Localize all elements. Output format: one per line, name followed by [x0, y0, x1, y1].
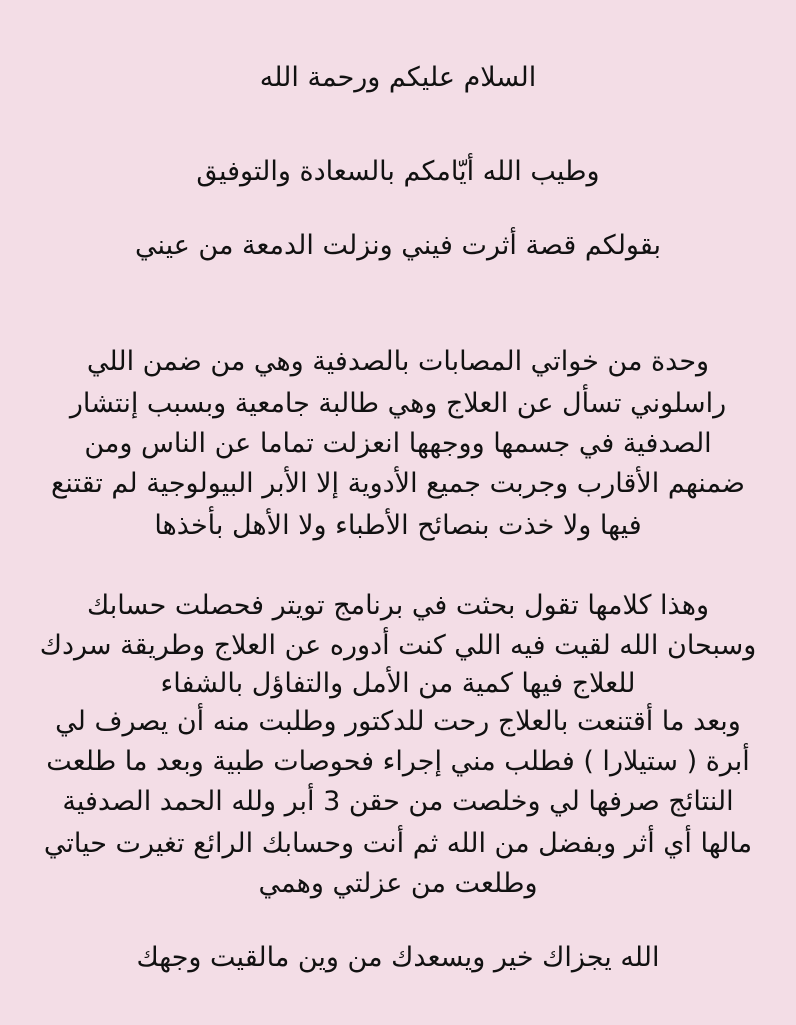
paragraph-2-line: للعلاج فيها كمية من الأمل والتفاؤل بالشفاء — [160, 668, 636, 699]
blessing-line: وطيب الله أيّامكم بالسعادة والتوفيق — [196, 156, 600, 187]
paragraph-2-line: مالها أي أثر وبفضل من الله ثم أنت وحسابك الرائع تغيرت حياتي — [43, 828, 753, 859]
closing-line: الله يجزاك خير ويسعدك من وين مالقيت وجهك — [136, 942, 660, 973]
paragraph-1-line: راسلوني تسأل عن العلاج وهي طالبة جامعية وبسبب إنتشار — [69, 388, 727, 419]
paragraph-1-line: وحدة من خواتي المصابات بالصدفية وهي من ضمن اللي — [86, 346, 710, 377]
paragraph-2-line: النتائج صرفها لي وخلصت من حقن 3 أبر ولله الحمد الصدفية — [62, 786, 734, 817]
paragraph-2-line: وهذا كلامها تقول بحثت في برنامج تويتر فحصلت حسابك — [86, 590, 709, 621]
paragraph-2-line: وطلعت من عزلتي وهمي — [258, 868, 538, 899]
paragraph-2-line: أبرة ( ستيلارا ) فطلب مني إجراء فحوصات طبية وبعد ما طلعت — [46, 746, 750, 777]
paragraph-1-line: فيها ولا خذت بنصائح الأطباء ولا الأهل بأخذها — [154, 510, 642, 541]
intro-line: بقولكم قصة أثرت فيني ونزلت الدمعة من عيني — [134, 230, 662, 261]
paragraph-1-line: ضمنهم الأقارب وجربت جميع الأدوية إلا الأبر البيولوجية لم تقتنع — [51, 468, 745, 499]
paragraph-2-line: وبعد ما أقتنعت بالعلاج رحت للدكتور وطلبت منه أن يصرف لي — [55, 706, 741, 737]
greeting-line: السلام عليكم ورحمة الله — [259, 62, 537, 93]
paragraph-2-line: وسبحان الله لقيت فيه اللي كنت أدوره عن العلاج وطريقة سردك — [39, 630, 757, 661]
paragraph-1-line: الصدفية في جسمها ووجهها انعزلت تماما عن الناس ومن — [84, 428, 712, 459]
